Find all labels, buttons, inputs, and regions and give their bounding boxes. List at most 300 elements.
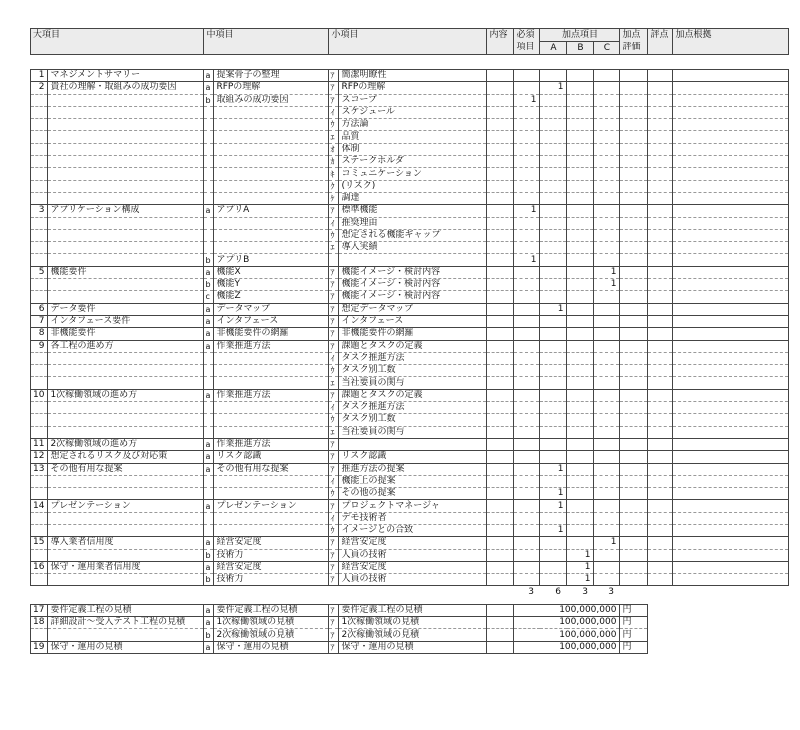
table-row (31, 143, 789, 155)
bonus-eval (620, 451, 648, 463)
minor-marker: ｱ (329, 641, 339, 653)
bonus-eval (620, 512, 648, 524)
major-item: 導入業者信用度 (48, 537, 204, 549)
major-item (48, 131, 204, 143)
mid-item (214, 352, 329, 364)
estimate-row (31, 641, 789, 653)
bonus-eval (620, 475, 648, 487)
table-row (31, 340, 789, 352)
bonus-basis (673, 156, 789, 168)
bonus-c (594, 574, 620, 586)
bonus-b (567, 94, 594, 106)
bonus-c (594, 315, 620, 327)
bonus-c (594, 143, 620, 155)
score (648, 352, 673, 364)
mid-item: 作業推進方法 (214, 389, 329, 401)
minor-marker: ｱ (329, 463, 339, 475)
bonus-c (594, 549, 620, 561)
header-hissu-sub: 項目 (514, 42, 540, 55)
bonus-basis (673, 143, 789, 155)
content-cell (487, 229, 514, 241)
bonus-b: 1 (567, 574, 594, 586)
required-flag (514, 549, 540, 561)
bonus-b (567, 303, 594, 315)
minor-marker: ｱ (329, 617, 339, 629)
estimate-unit: 円 (620, 629, 648, 641)
content-cell (487, 524, 514, 536)
item-number: 9 (31, 340, 48, 352)
item-number: 13 (31, 463, 48, 475)
header-daikomoku: 大項目 (31, 29, 204, 42)
required-flag (514, 328, 540, 340)
item-number (31, 365, 48, 377)
table-row (31, 537, 789, 549)
bonus-a (540, 242, 567, 254)
major-item: データ要件 (48, 303, 204, 315)
major-item: 想定されるリスク及び対応策 (48, 451, 204, 463)
mid-marker: a (204, 617, 214, 629)
minor-marker: ｲ (329, 475, 339, 487)
minor-marker: ｴ (329, 242, 339, 254)
mid-item: 要件定義工程の見積 (214, 604, 329, 616)
minor-marker: ｱ (329, 303, 339, 315)
item-number: 6 (31, 303, 48, 315)
required-flag (514, 488, 540, 500)
header-col-a: A (540, 42, 567, 55)
content-cell (487, 340, 514, 352)
minor-item: リスク認識 (339, 451, 487, 463)
minor-marker: ｱ (329, 438, 339, 450)
mid-marker: b (204, 254, 214, 266)
bonus-c: 1 (594, 279, 620, 291)
table-row (31, 524, 789, 536)
major-item (48, 156, 204, 168)
required-flag (514, 524, 540, 536)
bonus-c (594, 131, 620, 143)
bonus-b (567, 254, 594, 266)
minor-marker: ｱ (329, 389, 339, 401)
content-cell (487, 402, 514, 414)
item-number (31, 119, 48, 131)
mid-marker: c (204, 291, 214, 303)
item-number (31, 402, 48, 414)
content-cell (487, 328, 514, 340)
required-flag (514, 315, 540, 327)
minor-marker: ｱ (329, 561, 339, 573)
table-row (31, 438, 789, 450)
mid-item: 経営安定度 (214, 561, 329, 573)
content-cell (487, 500, 514, 512)
major-item (48, 291, 204, 303)
mid-marker: b (204, 629, 214, 641)
bonus-a (540, 365, 567, 377)
mid-item (214, 242, 329, 254)
score (648, 242, 673, 254)
table-row (31, 217, 789, 229)
header-naiyou: 内容 (487, 29, 514, 42)
score (648, 217, 673, 229)
mid-marker (204, 414, 214, 426)
item-number (31, 574, 48, 586)
estimate-row (31, 604, 789, 616)
bonus-c (594, 561, 620, 573)
mid-marker (204, 488, 214, 500)
required-flag (514, 377, 540, 389)
mid-marker (204, 143, 214, 155)
required-flag (514, 106, 540, 118)
bonus-b (567, 328, 594, 340)
mid-item (214, 512, 329, 524)
major-item (48, 402, 204, 414)
mid-marker: b (204, 574, 214, 586)
bonus-basis (673, 451, 789, 463)
minor-marker: ｵ (329, 143, 339, 155)
score (648, 389, 673, 401)
bonus-eval (620, 94, 648, 106)
score (648, 463, 673, 475)
mid-item: 1次稼働領域の見積 (214, 617, 329, 629)
minor-item: RFPの理解 (339, 82, 487, 94)
minor-marker: ｲ (329, 402, 339, 414)
mid-item: 2次稼働領域の見積 (214, 629, 329, 641)
item-number: 1 (31, 70, 48, 82)
minor-item: 体制 (339, 143, 487, 155)
header-hyoten: 評点 (648, 29, 673, 42)
bonus-b (567, 377, 594, 389)
required-flag (514, 70, 540, 82)
score (648, 328, 673, 340)
bonus-basis (673, 328, 789, 340)
bonus-basis (673, 524, 789, 536)
bonus-basis (673, 315, 789, 327)
content-cell (487, 242, 514, 254)
minor-marker: ｳ (329, 414, 339, 426)
bonus-eval (620, 389, 648, 401)
item-number (31, 475, 48, 487)
bonus-b (567, 143, 594, 155)
mid-item: プレゼンテーション (214, 500, 329, 512)
bonus-eval (620, 205, 648, 217)
mid-marker (204, 106, 214, 118)
item-number: 17 (31, 604, 48, 616)
item-number: 8 (31, 328, 48, 340)
estimate-unit: 円 (620, 604, 648, 616)
major-item (48, 242, 204, 254)
minor-item: 機能イメージ・検討内容 (339, 279, 487, 291)
table-row (31, 192, 789, 204)
bonus-c (594, 303, 620, 315)
minor-item: 方法論 (339, 119, 487, 131)
minor-item: タスク推進方法 (339, 402, 487, 414)
bonus-basis (673, 475, 789, 487)
bonus-c (594, 451, 620, 463)
bonus-c (594, 500, 620, 512)
minor-item: プロジェクトマネージャ (339, 500, 487, 512)
score (648, 254, 673, 266)
content-cell (487, 561, 514, 573)
required-flag (514, 537, 540, 549)
bonus-basis (673, 561, 789, 573)
table-row (31, 512, 789, 524)
item-number (31, 106, 48, 118)
minor-marker: ｲ (329, 352, 339, 364)
score (648, 82, 673, 94)
content-cell (487, 82, 514, 94)
major-item (48, 524, 204, 536)
mid-marker: a (204, 266, 214, 278)
bonus-c (594, 242, 620, 254)
major-item: 貴社の理解・取組みの成功要因 (48, 82, 204, 94)
bonus-c (594, 291, 620, 303)
bonus-a (540, 426, 567, 438)
mid-item: 作業推進方法 (214, 438, 329, 450)
mid-item (214, 426, 329, 438)
score (648, 106, 673, 118)
bonus-eval (620, 192, 648, 204)
score (648, 561, 673, 573)
bonus-b (567, 119, 594, 131)
major-item: 各工程の進め方 (48, 340, 204, 352)
minor-item: 標準機能 (339, 205, 487, 217)
bonus-eval (620, 291, 648, 303)
score (648, 451, 673, 463)
content-cell (487, 574, 514, 586)
bonus-b (567, 500, 594, 512)
bonus-b (567, 365, 594, 377)
content-cell (487, 217, 514, 229)
mid-item: 提案骨子の整理 (214, 70, 329, 82)
minor-item: タスク別工数 (339, 414, 487, 426)
totals-row (31, 586, 789, 598)
score (648, 266, 673, 278)
bonus-b: 1 (567, 561, 594, 573)
major-item (48, 365, 204, 377)
bonus-basis (673, 389, 789, 401)
minor-marker: ｱ (329, 279, 339, 291)
mid-item (214, 106, 329, 118)
mid-item: アプリA (214, 205, 329, 217)
bonus-eval (620, 574, 648, 586)
total-a: 6 (555, 586, 561, 597)
required-flag (514, 426, 540, 438)
item-number: 14 (31, 500, 48, 512)
table-row (31, 402, 789, 414)
bonus-b (567, 291, 594, 303)
bonus-c (594, 340, 620, 352)
bonus-a: 1 (540, 500, 567, 512)
bonus-c (594, 192, 620, 204)
bonus-b (567, 438, 594, 450)
minor-item: 品質 (339, 131, 487, 143)
score (648, 291, 673, 303)
bonus-a: 1 (540, 82, 567, 94)
bonus-c (594, 365, 620, 377)
bonus-eval (620, 131, 648, 143)
item-number (31, 131, 48, 143)
header-katen-konkyo: 加点根拠 (673, 29, 789, 42)
table-row (31, 279, 789, 291)
table-row (31, 549, 789, 561)
mid-item: 作業推進方法 (214, 340, 329, 352)
required-flag (514, 156, 540, 168)
mid-item (214, 414, 329, 426)
bonus-eval (620, 488, 648, 500)
major-item (48, 119, 204, 131)
bonus-c (594, 414, 620, 426)
minor-item: 想定データマップ (339, 303, 487, 315)
major-item (48, 94, 204, 106)
table-row (31, 463, 789, 475)
estimate-row (31, 617, 789, 629)
bonus-a (540, 70, 567, 82)
required-flag: 1 (514, 254, 540, 266)
score (648, 537, 673, 549)
score (648, 524, 673, 536)
bonus-a (540, 389, 567, 401)
table-row (31, 574, 789, 586)
minor-marker: ｹ (329, 192, 339, 204)
table-row (31, 168, 789, 180)
bonus-a (540, 291, 567, 303)
content-cell (487, 254, 514, 266)
score (648, 340, 673, 352)
content-cell (487, 205, 514, 217)
bonus-a (540, 94, 567, 106)
table-row (31, 266, 789, 278)
mid-item: 機能X (214, 266, 329, 278)
required-flag (514, 574, 540, 586)
table-row (31, 291, 789, 303)
table-row (31, 106, 789, 118)
minor-marker: ｱ (329, 82, 339, 94)
bonus-eval (620, 365, 648, 377)
minor-item: 推奨理由 (339, 217, 487, 229)
score (648, 70, 673, 82)
content-cell (487, 168, 514, 180)
estimate-amount: 100,000,000 (514, 629, 620, 641)
bonus-basis (673, 106, 789, 118)
bonus-basis (673, 549, 789, 561)
bonus-c (594, 70, 620, 82)
score (648, 156, 673, 168)
bonus-c (594, 82, 620, 94)
minor-item: 要件定義工程の見積 (339, 604, 487, 616)
table-row (31, 119, 789, 131)
table-row (31, 94, 789, 106)
estimate-amount: 100,000,000 (514, 617, 620, 629)
required-flag (514, 438, 540, 450)
required-flag: 1 (514, 94, 540, 106)
mid-item (214, 143, 329, 155)
table-row (31, 475, 789, 487)
bonus-b (567, 315, 594, 327)
score (648, 279, 673, 291)
item-number (31, 217, 48, 229)
required-flag (514, 389, 540, 401)
bonus-c (594, 512, 620, 524)
bonus-eval (620, 438, 648, 450)
bonus-c (594, 352, 620, 364)
minor-item: 推進方法の提案 (339, 463, 487, 475)
mid-marker: a (204, 641, 214, 653)
mid-item: RFPの理解 (214, 82, 329, 94)
content-cell (487, 451, 514, 463)
minor-item: 2次稼働領域の見積 (339, 629, 487, 641)
mid-marker: a (204, 328, 214, 340)
bonus-a (540, 156, 567, 168)
minor-item: 非機能要件の網羅 (339, 328, 487, 340)
bonus-basis (673, 463, 789, 475)
content-cell (487, 303, 514, 315)
mid-item: 経営安定度 (214, 537, 329, 549)
minor-item (339, 254, 487, 266)
bonus-c (594, 524, 620, 536)
bonus-c (594, 328, 620, 340)
minor-item: デモ技術者 (339, 512, 487, 524)
table-row (31, 205, 789, 217)
bonus-b (567, 524, 594, 536)
major-item (48, 549, 204, 561)
content-cell (487, 463, 514, 475)
score (648, 205, 673, 217)
score (648, 574, 673, 586)
bonus-c (594, 119, 620, 131)
bonus-b (567, 70, 594, 82)
major-item (48, 279, 204, 291)
content-cell (487, 377, 514, 389)
bonus-c (594, 229, 620, 241)
bonus-c (594, 475, 620, 487)
item-number (31, 549, 48, 561)
bonus-eval (620, 549, 648, 561)
major-item (48, 180, 204, 192)
minor-item: 機能イメージ・検討内容 (339, 291, 487, 303)
content-cell (487, 106, 514, 118)
content-cell (487, 143, 514, 155)
required-flag (514, 451, 540, 463)
mid-marker: a (204, 463, 214, 475)
major-item: 1次稼働領域の進め方 (48, 389, 204, 401)
mid-marker (204, 402, 214, 414)
bonus-eval (620, 414, 648, 426)
item-number: 2 (31, 82, 48, 94)
mid-item (214, 402, 329, 414)
bonus-basis (673, 414, 789, 426)
bonus-basis (673, 217, 789, 229)
bonus-eval (620, 500, 648, 512)
score (648, 500, 673, 512)
content-cell (487, 291, 514, 303)
bonus-a (540, 205, 567, 217)
mid-item: 機能Y (214, 279, 329, 291)
table-row (31, 82, 789, 94)
bonus-basis (673, 229, 789, 241)
score (648, 549, 673, 561)
bonus-eval (620, 463, 648, 475)
header-katen-group: 加点項目 (540, 29, 620, 42)
bonus-b (567, 82, 594, 94)
content-cell (487, 488, 514, 500)
bonus-basis (673, 168, 789, 180)
item-number (31, 524, 48, 536)
bonus-c (594, 217, 620, 229)
bonus-eval (620, 340, 648, 352)
bonus-b (567, 402, 594, 414)
minor-item: 課題とタスクの定義 (339, 340, 487, 352)
total-b: 3 (582, 586, 588, 597)
table-row (31, 70, 789, 82)
estimate-amount: 100,000,000 (514, 641, 620, 653)
